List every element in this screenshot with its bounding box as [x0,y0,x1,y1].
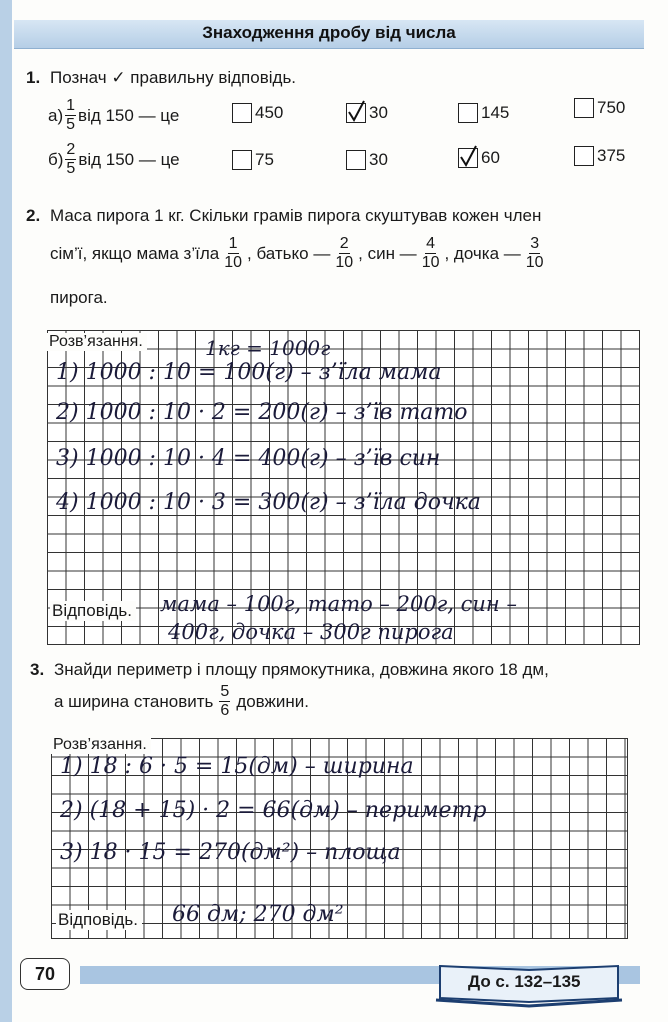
task3-line2 [54,684,309,719]
text-segment: , дочка — [444,243,521,263]
option-b-1[interactable] [232,150,274,170]
solution-label: Розв’язання. [47,333,147,351]
fraction-denominator: 6 [220,702,230,719]
option-a-3[interactable] [458,103,509,123]
fraction-denominator: 5 [66,116,76,133]
option-b-2[interactable] [346,150,388,170]
fraction-denominator: 10 [421,254,440,271]
fraction-denominator: 10 [224,254,242,271]
checkmark-icon [345,98,367,124]
fraction-numerator: 2 [339,235,349,252]
text-segment: довжини. [236,691,310,711]
option-b-3[interactable] [458,148,500,168]
checkmark-icon [457,143,479,169]
fraction-syn [421,236,441,271]
handwritten-note: 1кг = 1000г [205,336,331,360]
fraction-dochka [525,236,545,271]
checkbox[interactable] [574,98,594,118]
checkbox-checked[interactable] [458,148,478,168]
option-value: 60 [481,148,500,167]
checkbox[interactable] [574,146,594,166]
task3-line1: Знайди периметр і площу прямокутника, довжина якого 18 дм, [54,660,549,679]
handwritten-answer: 66 дм; 270 дм² [172,902,344,927]
row-a-text: від 150 — це [78,105,180,125]
option-value: 750 [597,98,626,117]
header-bar [14,20,644,49]
answer-label: Відповідь. [50,601,136,621]
option-value: 145 [481,103,510,122]
row-b-label: б) [48,149,64,169]
fraction-batko [334,236,354,271]
handwritten-line: 2) (18 + 15) · 2 = 66(дм) – периметр [60,798,487,823]
task1-number: 1. [26,68,41,87]
fraction-mama [223,236,243,271]
task2-number: 2. [26,206,41,225]
handwritten-answer: мама – 100г, тато – 200г, син – [160,592,517,616]
fraction-width [219,684,230,719]
option-value: 375 [597,146,626,165]
task1-text: Познач ✓ правильну відповідь. [50,68,297,87]
handwritten-line: 3) 18 · 15 = 270(дм²) – площа [60,840,401,865]
task1-row-a [48,98,179,133]
fraction-numerator: 1 [228,235,238,252]
option-a-4[interactable] [574,98,625,118]
fraction-numerator: 4 [426,235,436,252]
fraction-numerator: 2 [66,141,76,158]
task3-number: 3. [30,660,45,679]
task2-line2 [50,236,549,271]
handwritten-line: 2) 1000 : 10 · 2 = 200(г) – з’їв тато [56,400,468,425]
option-a-2[interactable] [346,103,388,123]
checkbox[interactable] [232,103,252,123]
handwritten-line: 3) 1000 : 10 · 4 = 400(г) – з’їв син [56,446,441,471]
text-segment: сім’ї, якщо мама з’їла [50,243,220,263]
fraction-denominator: 10 [525,254,544,271]
row-b-fraction [65,142,76,177]
task1-row-b [48,142,180,177]
answer-label: Відповідь. [56,910,142,930]
checkbox-checked[interactable] [346,103,366,123]
handwritten-line: 1) 1000 : 10 = 100(г) – з’їла мама [56,360,442,385]
row-b-text: від 150 — це [78,149,180,169]
option-a-1[interactable] [232,103,283,123]
option-b-4[interactable] [574,146,625,166]
checkbox[interactable] [458,103,478,123]
page-title: Знаходження дробу від числа [202,23,456,42]
option-value: 450 [255,103,284,122]
task2-line3: пирога. [50,288,108,307]
text-segment: а ширина становить [54,691,214,711]
fraction-numerator: 5 [220,683,230,700]
handwritten-line: 4) 1000 : 10 · 3 = 300(г) – з’їла дочка [56,490,481,515]
option-value: 30 [369,103,388,122]
text-segment: , батько — [247,243,331,263]
text-segment: , син — [358,243,417,263]
handwritten-line: 1) 18 : 6 · 5 = 15(дм) – ширина [60,754,414,779]
option-value: 75 [255,150,274,169]
page-number: 70 [20,958,70,990]
left-margin-stripe [0,0,12,1022]
fraction-numerator: 3 [530,235,540,252]
fraction-denominator: 10 [335,254,354,271]
task2-line1: Маса пирога 1 кг. Скільки грамів пирога скуштував кожен член [50,206,542,225]
fraction-numerator: 1 [66,97,76,114]
checkbox[interactable] [232,150,252,170]
handwritten-answer: 400г, дочка – 300г пирога [168,620,454,644]
fraction-denominator: 5 [66,160,76,177]
page-reference: До с. 132–135 [468,972,581,991]
checkbox[interactable] [346,150,366,170]
row-a-label: а) [48,105,64,125]
row-a-fraction [65,98,76,133]
option-value: 30 [369,150,388,169]
solution-label: Розв’язання. [51,736,151,754]
